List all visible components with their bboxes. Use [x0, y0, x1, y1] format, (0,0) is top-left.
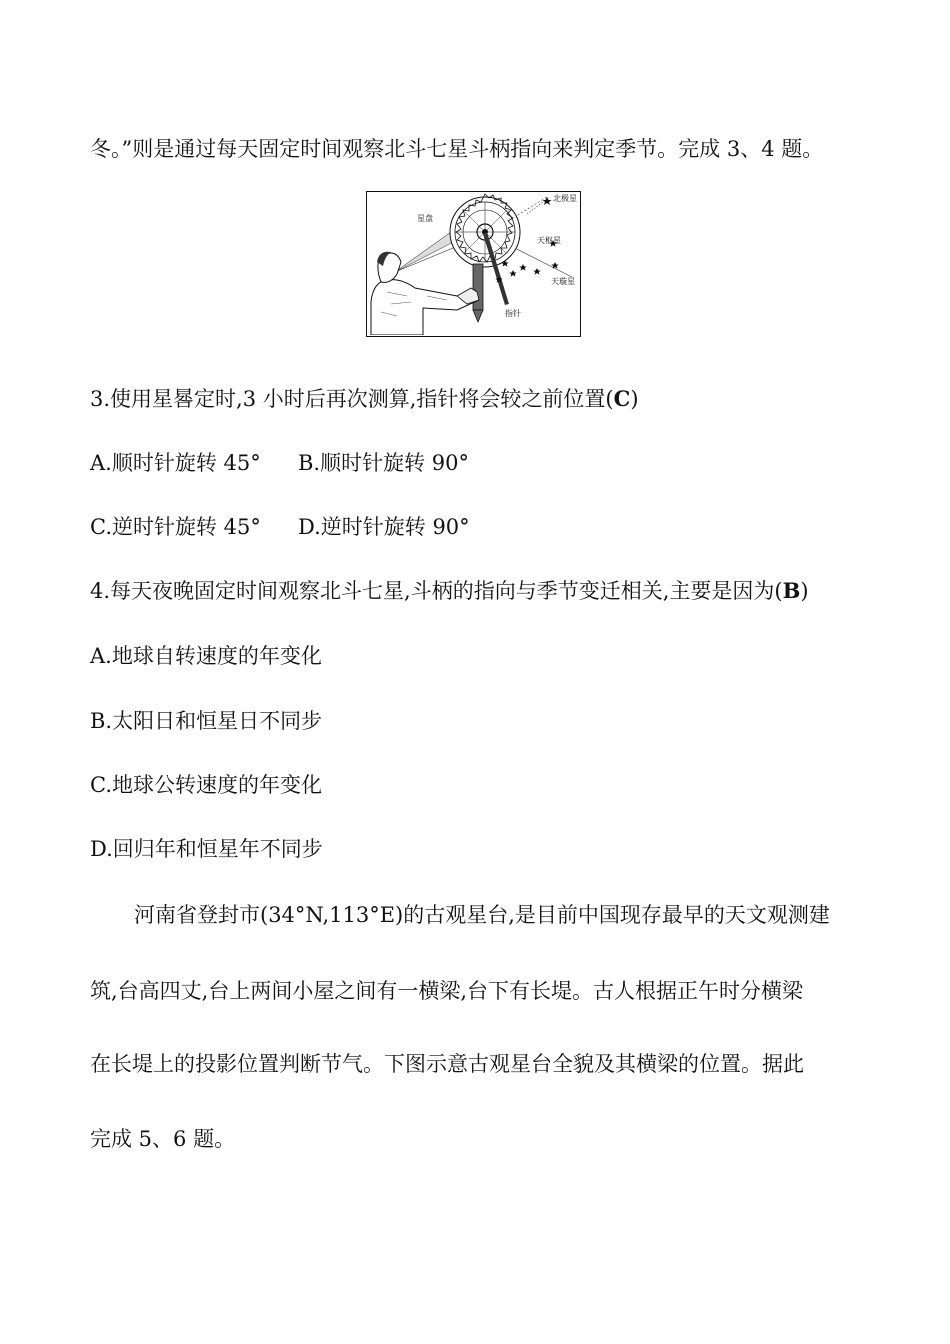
- q3-answer: C: [613, 386, 631, 411]
- q4-answer: B: [782, 578, 801, 603]
- question-4-stem: [90, 576, 809, 606]
- label-tianshu: 天枢星: [537, 236, 561, 245]
- passage-line-1: 河南省登封市(34°N,113°E)的古观星台,是目前中国现存最早的天文观测建: [134, 903, 830, 927]
- dial-handle: [473, 264, 483, 310]
- label-tianxuan: 天璇星: [551, 277, 575, 286]
- q3-option-c: C.逆时针旋转 45°: [90, 515, 261, 539]
- q4-option-d: D.回归年和恒星年不同步: [90, 837, 323, 861]
- observer-figure: [371, 252, 479, 335]
- q3-stem-close: ): [630, 387, 639, 411]
- q4-stem-close: ): [800, 579, 809, 603]
- passage-line-2: 筑,台高四丈,台上两间小屋之间有一横梁,台下有长堤。古人根据正午时分横梁: [90, 979, 804, 1003]
- q3-option-b: B.顺时针旋转 90°: [298, 451, 470, 475]
- q4-stem-text: 4.每天夜晚固定时间观察北斗七星,斗柄的指向与季节变迁相关,主要是因为(: [90, 579, 783, 603]
- question-3-stem: [90, 384, 639, 414]
- q4-option-c: C.地球公转速度的年变化: [90, 773, 322, 797]
- passage-line-3: 在长堤上的投影位置判断节气。下图示意古观星台全貌及其横梁的位置。据此: [90, 1052, 804, 1076]
- label-polaris: 北极星: [553, 194, 577, 203]
- star-dial-illustration: [367, 192, 579, 335]
- q4-option-b: B.太阳日和恒星日不同步: [90, 709, 323, 733]
- q3-option-a: A.顺时针旋转 45°: [90, 451, 261, 475]
- star-disk: [450, 194, 520, 267]
- q3-option-d: D.逆时针旋转 90°: [298, 515, 470, 539]
- label-pointer: 指针: [505, 309, 521, 318]
- star-dial-figure: [366, 191, 581, 337]
- q3-stem-text: 3.使用星晷定时,3 小时后再次测算,指针将会较之前位置(: [90, 387, 614, 411]
- intro-text: 冬。”则是通过每天固定时间观察北斗七星斗柄指向来判定季节。完成 3、4 题。: [90, 137, 824, 161]
- q4-option-a: A.地球自转速度的年变化: [90, 644, 322, 668]
- label-star-disk: 星盘: [417, 214, 433, 223]
- passage-line-4: 完成 5、6 题。: [90, 1127, 236, 1151]
